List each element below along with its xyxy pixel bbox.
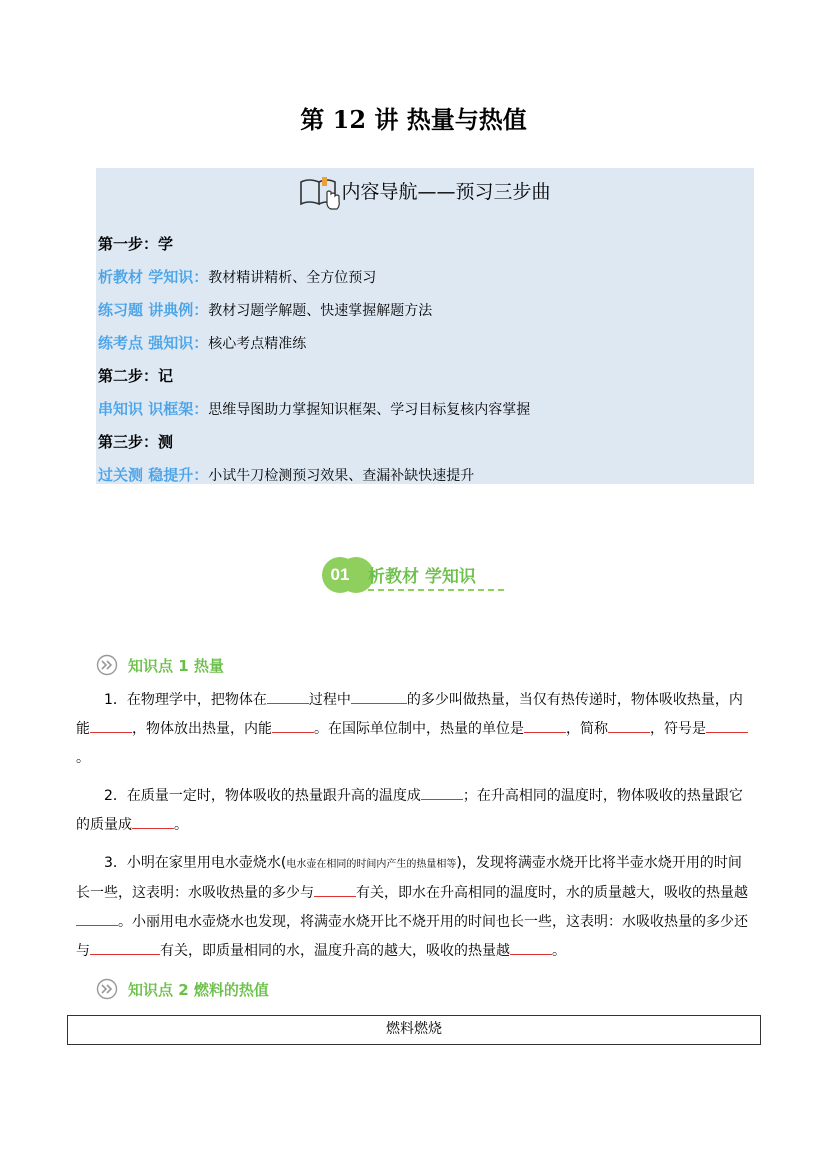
- section-title: 析教材 学知识: [368, 567, 476, 587]
- section-underline: [358, 589, 504, 591]
- step-label: 第一步：学: [98, 235, 174, 253]
- nav-row-item: [98, 261, 530, 294]
- nav-row-step2: [98, 360, 530, 393]
- nav-rows: [98, 228, 530, 492]
- nav-header: [96, 172, 754, 208]
- step-label: 第二步：记: [98, 367, 174, 385]
- text-segment: 。: [552, 943, 566, 959]
- knowledge-point-title: 知识点 1 热量: [128, 656, 224, 675]
- answer-blank[interactable]: [132, 812, 174, 829]
- text-segment: 过程中: [308, 692, 351, 708]
- nav-row-highlight: 练习题 讲典例：: [98, 301, 209, 319]
- answer-blank[interactable]: [421, 783, 463, 800]
- text-segment: 2．在质量一定时，物体吸收的热量跟升高的温度成: [104, 788, 421, 804]
- question-2: [76, 782, 754, 840]
- double-chevron-circle-icon: [96, 654, 118, 676]
- text-note: 电水壶在相同的时间内产生的热量相等: [286, 859, 457, 870]
- answer-blank[interactable]: [510, 938, 552, 955]
- answer-blank[interactable]: [272, 716, 314, 733]
- double-chevron-circle-icon: [96, 978, 118, 1000]
- nav-row-item: [98, 393, 530, 426]
- book-pointer-icon: [299, 174, 341, 210]
- nav-row-highlight: 串知识 识框架：: [98, 400, 209, 418]
- section-number: 01: [322, 557, 358, 593]
- answer-blank[interactable]: [90, 716, 132, 733]
- text-segment: ，符号是: [650, 721, 706, 737]
- answer-blank[interactable]: [314, 880, 356, 897]
- text-segment: 水吸收热量的多少还与: [76, 914, 748, 959]
- text-segment: 它的质量成: [76, 788, 743, 833]
- nav-row-step1: [98, 228, 530, 261]
- text-segment: ，物体放出热量，内能: [132, 721, 272, 737]
- answer-blank[interactable]: [90, 938, 160, 955]
- knowledge-point-2-heading: [96, 977, 269, 1001]
- nav-row-highlight: 练考点 强知识：: [98, 334, 209, 352]
- answer-blank[interactable]: [706, 716, 748, 733]
- fuel-table-header: 燃料燃烧: [67, 1015, 761, 1045]
- nav-row-item: [98, 294, 530, 327]
- text-segment: 有关，即质量相同的水，温度升高的越大，吸收的热量越: [160, 943, 510, 959]
- answer-blank[interactable]: [267, 687, 309, 704]
- text-segment: 。: [174, 817, 188, 833]
- text-segment: 。: [76, 750, 90, 766]
- text-segment: 1．在物理学中，把物体在: [104, 692, 267, 708]
- answer-blank[interactable]: [76, 909, 118, 926]
- text-segment: 大，吸收的热量越: [636, 885, 748, 901]
- knowledge-point-1-heading: [96, 653, 224, 677]
- answer-blank[interactable]: [608, 716, 650, 733]
- step-label: 第三步：测: [98, 433, 174, 451]
- text-segment: 。小丽用电水壶烧水也发现，将满壶水烧开比不烧开用的时间也长一些，这表明：: [118, 914, 622, 930]
- nav-row-text: 小试牛刀检测预习效果、查漏补缺快速提升: [208, 468, 475, 484]
- content-navigation-box: [96, 168, 754, 484]
- text-segment: )，发现将满壶水烧开比将半壶水: [456, 855, 658, 871]
- page-title: 第 12 讲 热量与热值: [300, 105, 527, 134]
- text-segment: 的多少叫做热量，当仅有热传递时，物体吸收热量，: [406, 692, 729, 708]
- nav-row-text: 思维导图助力掌握知识框架、学习目标复核内容掌握: [208, 402, 531, 418]
- nav-row-highlight: 析教材 学知识：: [98, 268, 209, 286]
- nav-row-item: [98, 459, 530, 492]
- nav-row-text: 教材精讲精析、全方位预习: [208, 270, 377, 286]
- nav-row-text: 核心考点精准练: [208, 336, 307, 352]
- text-segment: ，简称: [566, 721, 608, 737]
- nav-row-step3: [98, 426, 530, 459]
- nav-heading: 内容导航——预习三步曲: [341, 180, 551, 203]
- answer-blank[interactable]: [351, 687, 407, 704]
- nav-row-text: 教材习题学解题、快速掌握解题方法: [208, 303, 433, 319]
- text-segment: 烧开用的时间长一些，这表明：水吸收热量的多少与: [76, 855, 742, 901]
- text-segment: 有关，即水在升高相同的温度时，水的质量越: [356, 885, 636, 901]
- text-segment: 3．小明在家里用电水壶烧水(: [104, 855, 287, 871]
- text-segment: 内能: [76, 692, 743, 737]
- nav-row-item: [98, 327, 530, 360]
- question-3: [76, 849, 754, 966]
- text-segment: 。在国际单位制中，热量的单位是: [314, 721, 524, 737]
- text-segment: ；在升高相同的温度时，物体吸收的热量跟: [462, 788, 729, 804]
- answer-blank[interactable]: [524, 716, 566, 733]
- question-1: [76, 686, 754, 773]
- knowledge-point-title: 知识点 2 燃料的热值: [128, 980, 269, 999]
- nav-row-highlight: 过关测 稳提升：: [98, 466, 209, 484]
